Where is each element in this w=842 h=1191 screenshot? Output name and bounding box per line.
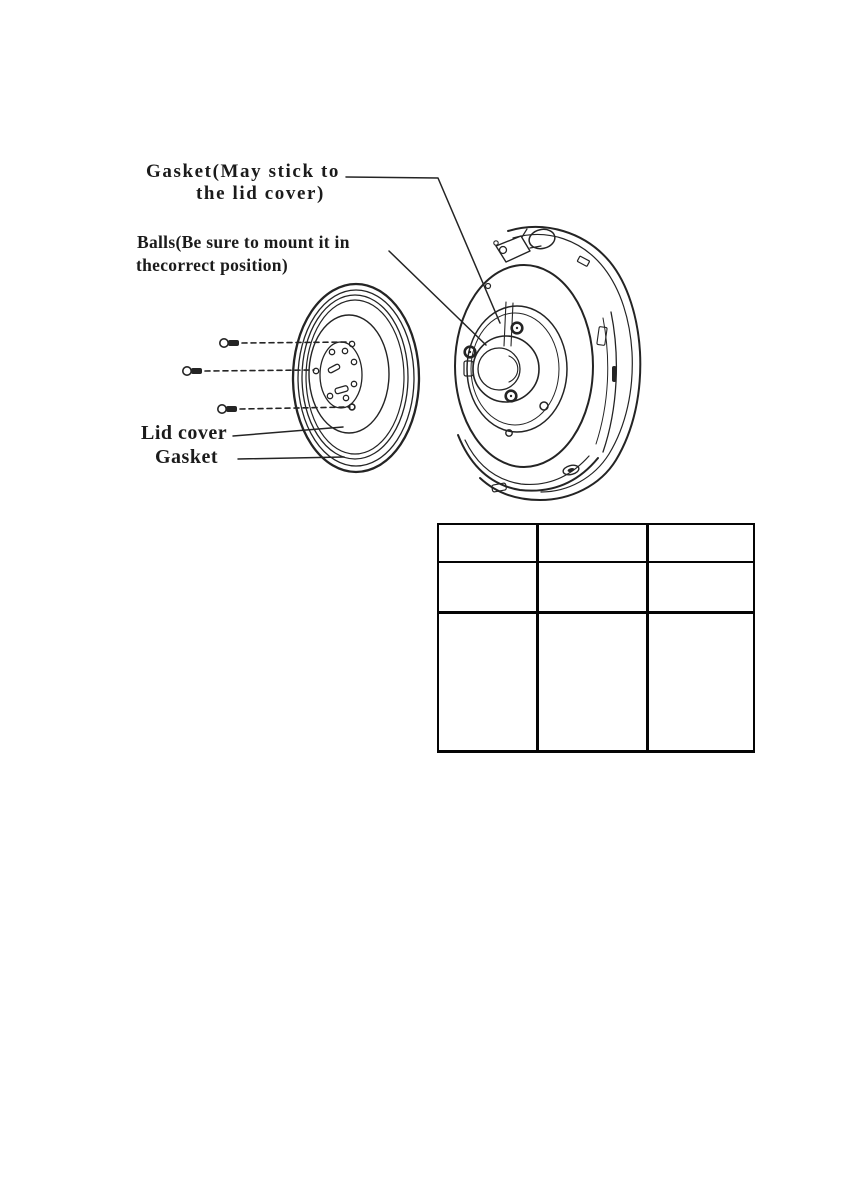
table-cell-r3c3 [649, 614, 753, 750]
label-gasket-top-line2: the lid cover) [196, 183, 325, 204]
label-lid-cover: Lid cover [141, 422, 228, 444]
gasket-bottom-leader-line [238, 457, 344, 459]
table-cell-r1c3 [649, 525, 753, 563]
housing-drawing [455, 227, 640, 500]
assembly-drawing [0, 0, 842, 520]
leader-lines [233, 177, 500, 459]
label-balls-line1: Balls(Be sure to mount it in [137, 232, 350, 252]
table-cell-r2c3 [649, 563, 753, 614]
gasket-top-leader-line [346, 177, 500, 323]
lid-cover-drawing [293, 284, 419, 472]
table-cell-r1c2 [539, 525, 649, 563]
table-cell-r2c1 [439, 563, 539, 614]
label-gasket-top-line1: Gasket(May stick to [146, 161, 340, 182]
label-balls-line2: thecorrect position) [136, 255, 288, 275]
table-cell-r3c1 [439, 614, 539, 750]
table-cell-r1c1 [439, 525, 539, 563]
lid-cover-leader-line [233, 427, 343, 436]
table-cell-r2c2 [539, 563, 649, 614]
screws-drawing [183, 339, 350, 413]
table-cell-r3c2 [539, 614, 649, 750]
label-gasket-bottom: Gasket [155, 446, 218, 468]
screw-icon [218, 405, 350, 413]
balls-leader-line [389, 251, 486, 345]
reference-table [437, 523, 755, 753]
exploded-view-diagram [0, 0, 842, 520]
